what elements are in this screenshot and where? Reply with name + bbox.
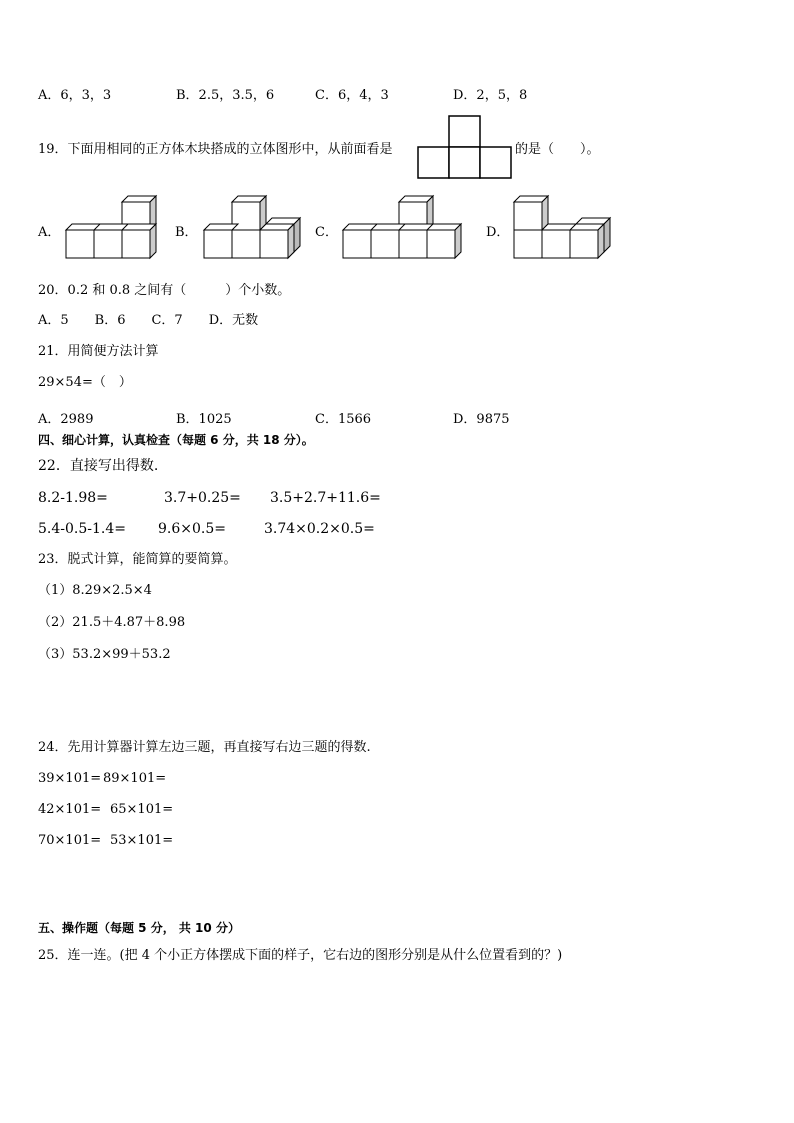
section-5-title: 五、操作题（每题 5 分， 共 10 分） bbox=[38, 921, 240, 935]
q18-option-a: A．6，3，3 bbox=[38, 88, 112, 103]
q21-option-a: A．2989 bbox=[38, 412, 94, 427]
q19-text-after: 的是（ ）。 bbox=[515, 142, 600, 157]
q23-item-3: （3）53.2×99＋53.2 bbox=[38, 647, 171, 662]
q22-row2-item1: 5.4-0.5-1.4= bbox=[38, 521, 126, 537]
q21-option-d: D．9875 bbox=[453, 412, 510, 427]
q21-option-b: B．1025 bbox=[176, 412, 232, 427]
q19-option-b-figure bbox=[204, 196, 314, 268]
q18-option-b: B．2.5，3.5，6 bbox=[176, 88, 275, 103]
q23-title: 23．脱式计算，能简算的要简算。 bbox=[38, 552, 237, 567]
q19-front-view-figure bbox=[417, 115, 513, 180]
q22-row1-item1: 8.2-1.98= bbox=[38, 490, 108, 506]
q19-option-d-figure bbox=[514, 196, 624, 268]
q18-option-d: D．2，5，8 bbox=[453, 88, 528, 103]
q19-option-c-figure bbox=[343, 196, 473, 268]
q20-text: 20．0.2 和 0.8 之间有（ ）个小数。 bbox=[38, 283, 291, 298]
q24-row2-left: 42×101= bbox=[38, 802, 102, 817]
q23-item-2: （2）21.5＋4.87＋8.98 bbox=[38, 615, 186, 630]
q19-label-c: C． bbox=[315, 225, 338, 240]
q21-expression: 29×54=（ ） bbox=[38, 375, 132, 390]
q22-title: 22．直接写出得数. bbox=[38, 458, 159, 474]
q19-label-b: B． bbox=[175, 225, 198, 240]
q21-option-c: C．1566 bbox=[315, 412, 372, 427]
q19-label-a: A． bbox=[38, 225, 61, 240]
q25-text: 25．连一连。(把 4 个小正方体摆成下面的样子，它右边的图形分别是从什么位置看到的？) bbox=[38, 948, 563, 963]
q24-row3-right: 53×101= bbox=[110, 833, 174, 848]
q24-row1-left: 39×101= bbox=[38, 771, 102, 786]
q24-row2-right: 65×101= bbox=[110, 802, 174, 817]
q19-label-d: D． bbox=[486, 225, 510, 240]
q22-row2-item2: 9.6×0.5= bbox=[158, 521, 226, 537]
q24-title: 24．先用计算器计算左边三题，再直接写右边三题的得数. bbox=[38, 740, 371, 755]
q18-option-c: C．6，4，3 bbox=[315, 88, 389, 103]
q22-row2-item3: 3.74×0.2×0.5= bbox=[264, 521, 375, 537]
q22-row1-item2: 3.7+0.25= bbox=[164, 490, 241, 506]
q21-title: 21．用简便方法计算 bbox=[38, 344, 159, 359]
q22-row1-item3: 3.5+2.7+11.6= bbox=[270, 490, 381, 506]
q23-item-1: （1）8.29×2.5×4 bbox=[38, 583, 152, 598]
q20-options: A．5 B．6 C．7 D．无数 bbox=[38, 313, 259, 328]
q24-row1-right: 89×101= bbox=[103, 771, 167, 786]
q24-row3-left: 70×101= bbox=[38, 833, 102, 848]
section-4-title: 四、细心计算，认真检查（每题 6 分，共 18 分）。 bbox=[38, 433, 314, 447]
q19-text-before: 19．下面用相同的正方体木块搭成的立体图形中，从前面看是 bbox=[38, 142, 393, 157]
q19-option-a-figure bbox=[66, 196, 166, 268]
